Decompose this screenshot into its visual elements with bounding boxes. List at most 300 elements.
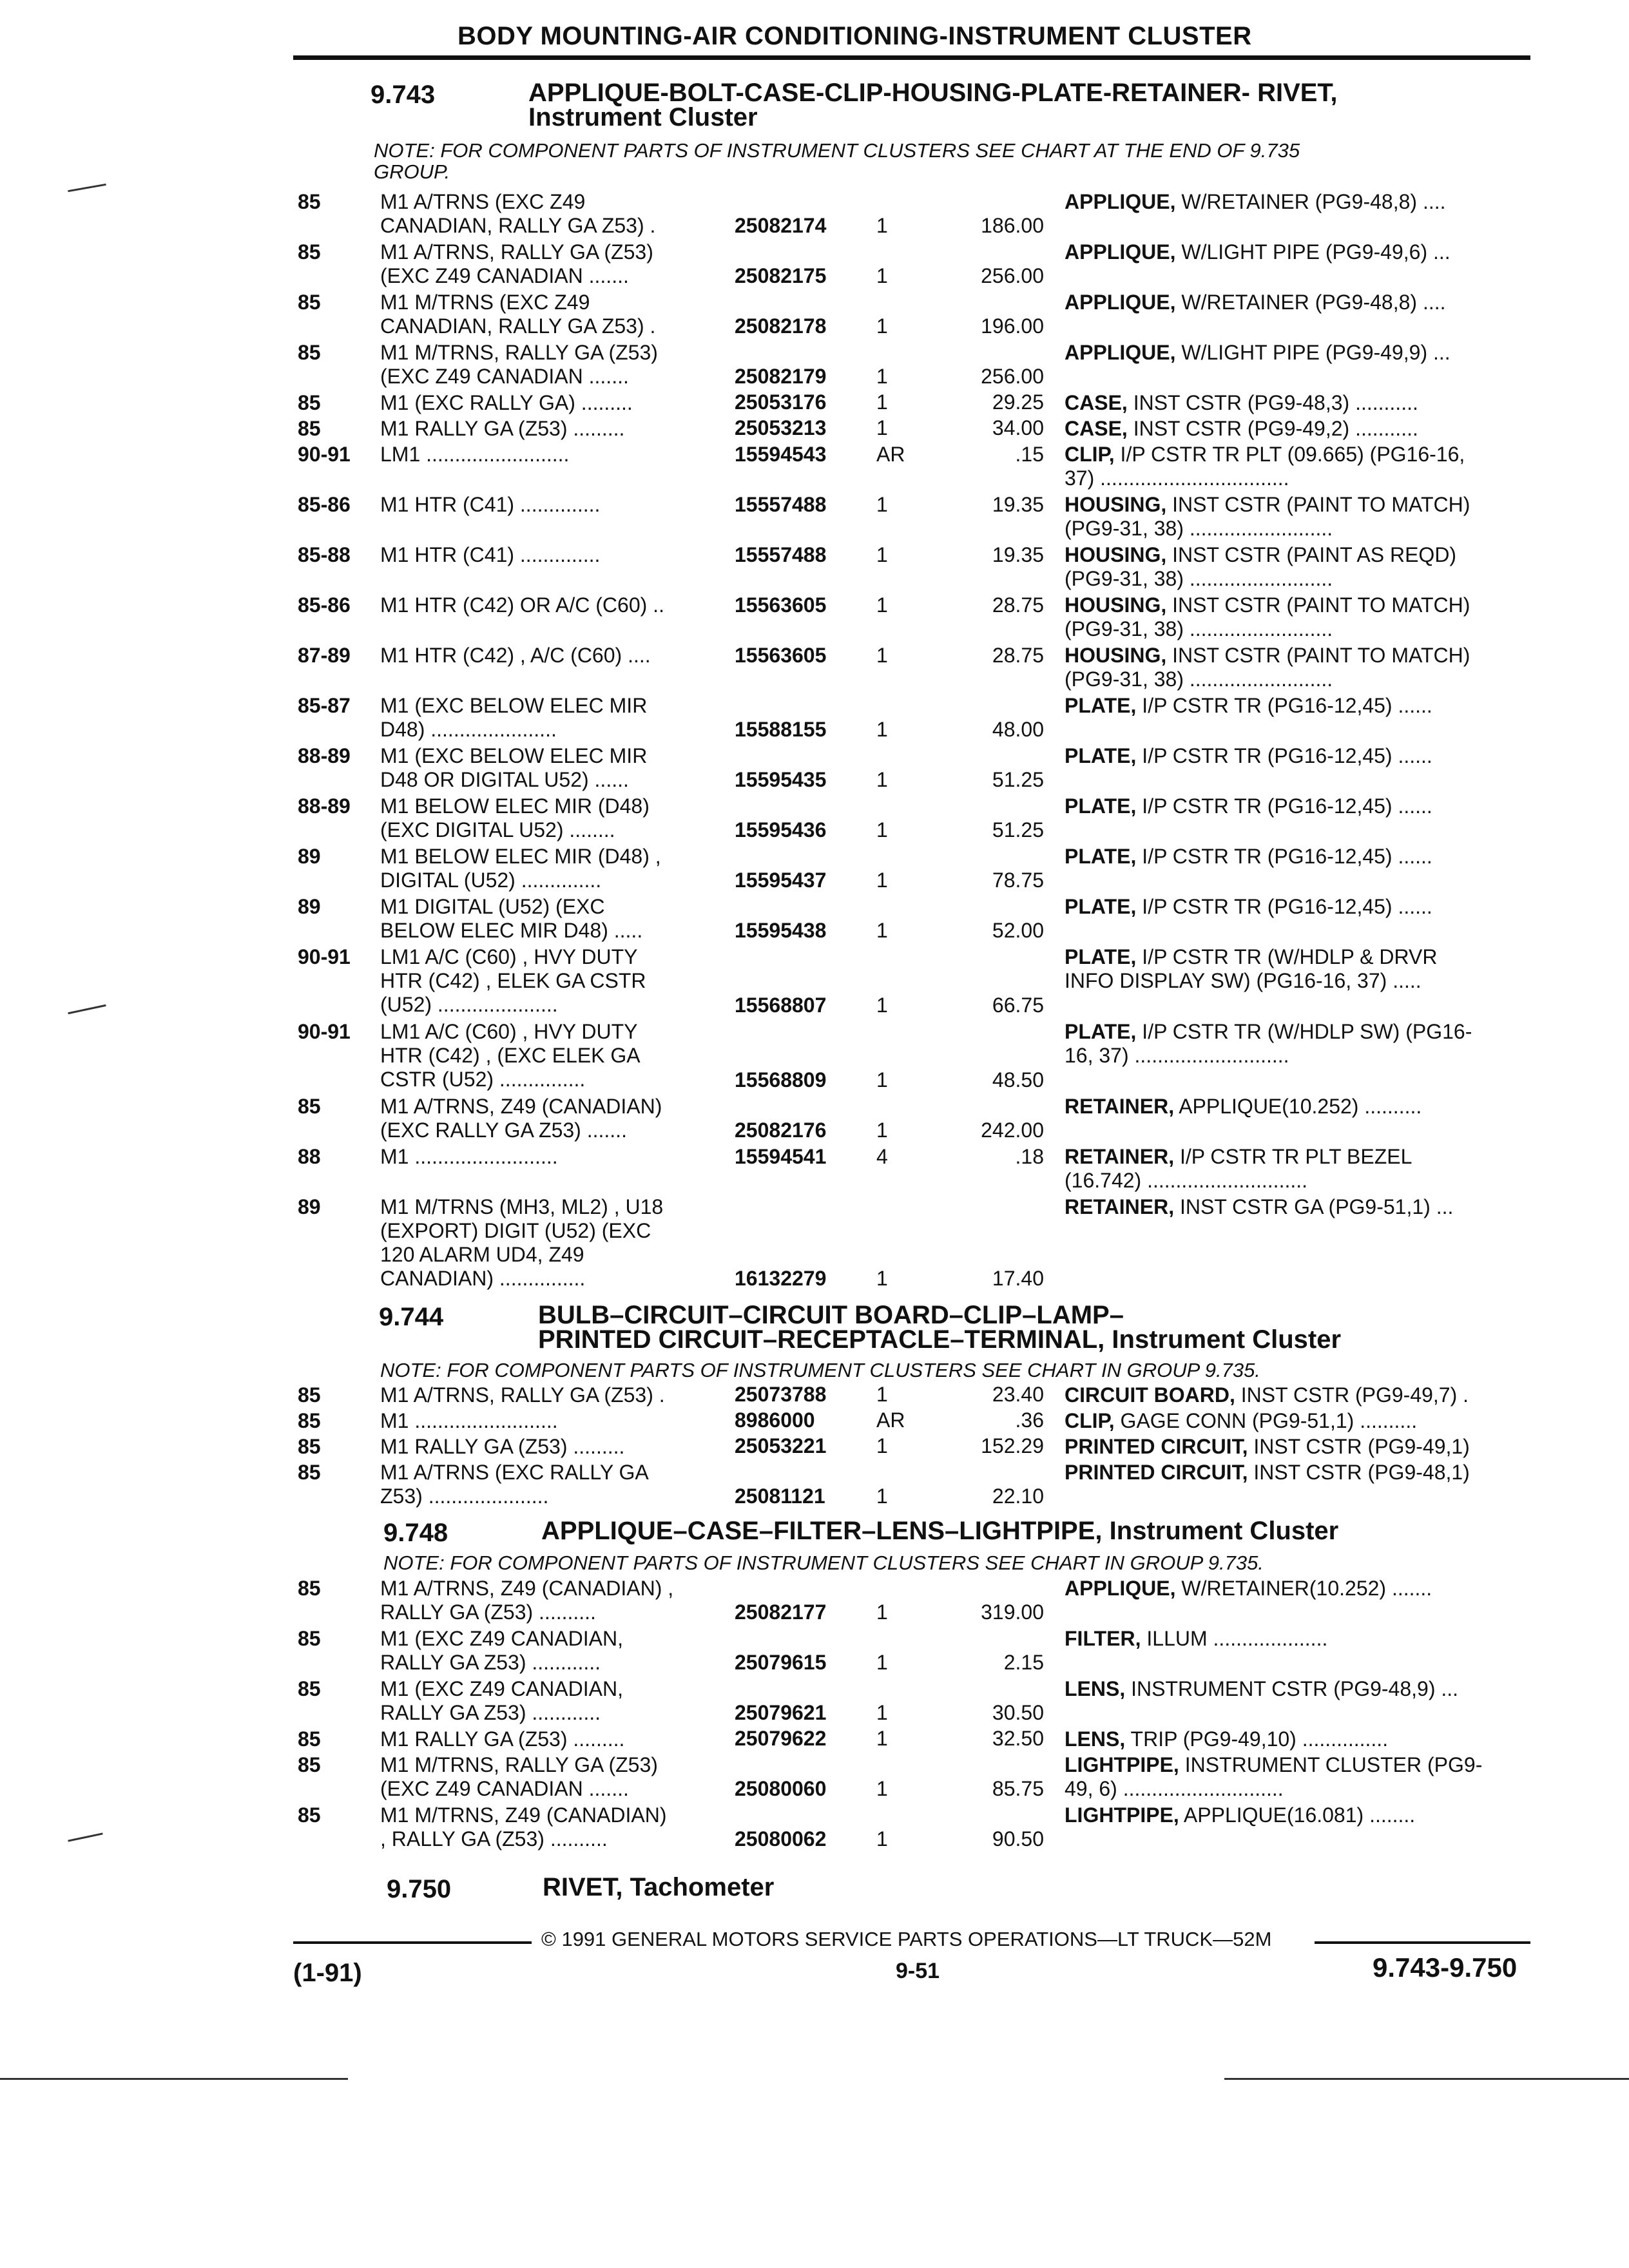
part-name-cell xyxy=(1065,1753,1528,1803)
part-detail: INST CSTR (PG9-49,2) ........... xyxy=(1127,417,1418,440)
footer-rule-left xyxy=(293,1941,532,1944)
part-number: 25082177 xyxy=(735,1600,827,1624)
usage-description: M1 RALLY GA (Z53) ......... xyxy=(380,1727,625,1751)
price: 34.00 xyxy=(992,416,1044,439)
quantity: 1 xyxy=(876,644,888,667)
price: 78.75 xyxy=(992,869,1044,892)
price: 32.50 xyxy=(992,1727,1044,1750)
part-name-cell xyxy=(1065,794,1528,845)
table-row xyxy=(0,1803,1629,1854)
table-row xyxy=(0,543,1629,593)
section-title: BULB–CIRCUIT–CIRCUIT BOARD–CLIP–LAMP– PRINTED CIRCUIT–RECEPTACLE–TERMINAL, Instrument Cluster xyxy=(538,1301,1342,1354)
model-year: 85 xyxy=(298,291,321,314)
table-row xyxy=(0,845,1629,895)
usage-description: M1 A/TRNS, RALLY GA (Z53) (EXC Z49 CANADIAN ....... xyxy=(380,240,653,287)
part-name: RETAINER, xyxy=(1065,1095,1175,1118)
part-name-cell xyxy=(1065,493,1528,543)
part-detail: I/P CSTR TR PLT (09.665) (PG16-16, 37) ................................. xyxy=(1065,443,1465,490)
part-name-cell xyxy=(1065,1677,1528,1727)
price: 2.15 xyxy=(1003,1651,1044,1674)
part-name-cell xyxy=(1065,443,1528,493)
part-number: 25053213 xyxy=(735,416,827,439)
usage-description: M1 (EXC Z49 CANADIAN, RALLY GA Z53) ............ xyxy=(380,1677,623,1724)
usage-description: M1 (EXC BELOW ELEC MIR D48) ...................... xyxy=(380,694,648,741)
part-name-cell xyxy=(1065,1145,1528,1195)
usage-description: M1 A/TRNS, Z49 (CANADIAN) , RALLY GA (Z53) .......... xyxy=(380,1577,674,1624)
table-row xyxy=(0,1461,1629,1511)
table-row xyxy=(0,1195,1629,1293)
usage-description: M1 HTR (C42) , A/C (C60) .... xyxy=(380,644,651,667)
quantity: 1 xyxy=(876,1701,888,1724)
price: 242.00 xyxy=(981,1119,1044,1142)
quantity: AR xyxy=(876,1408,905,1432)
model-year: 85-86 xyxy=(298,593,351,617)
section-number: 9.750 xyxy=(387,1875,452,1903)
usage-description: M1 A/TRNS (EXC Z49 CANADIAN, RALLY GA Z53) . xyxy=(380,190,656,237)
model-year: 85 xyxy=(298,1753,321,1776)
price: 28.75 xyxy=(992,593,1044,617)
usage-description: M1 M/TRNS (EXC Z49 CANADIAN, RALLY GA Z53) . xyxy=(380,291,656,338)
table-row xyxy=(0,945,1629,1020)
footer-date-code: (1-91) xyxy=(293,1959,362,1987)
model-year: 89 xyxy=(298,895,321,918)
part-number: 15563605 xyxy=(735,593,827,617)
section-number: 9.743 xyxy=(371,81,436,109)
price: 85.75 xyxy=(992,1777,1044,1800)
part-name-cell xyxy=(1065,543,1528,593)
usage-description: M1 HTR (C41) .............. xyxy=(380,493,601,516)
part-name-cell xyxy=(1065,1383,1528,1409)
part-number: 15557488 xyxy=(735,543,827,566)
part-name-cell xyxy=(1065,1577,1528,1627)
title-rule xyxy=(293,55,1530,60)
usage-description: M1 M/TRNS, RALLY GA (Z53) (EXC Z49 CANADIAN ....... xyxy=(380,1753,658,1800)
quantity: 1 xyxy=(876,1383,888,1406)
part-detail: INSTRUMENT CLUSTER (PG9- 49, 6) ............................ xyxy=(1065,1753,1483,1800)
part-name: LIGHTPIPE, xyxy=(1065,1803,1179,1827)
quantity: 1 xyxy=(876,1827,888,1850)
usage-description: M1 A/TRNS, Z49 (CANADIAN) (EXC RALLY GA Z53) ....... xyxy=(380,1095,662,1142)
usage-description: M1 (EXC RALLY GA) ......... xyxy=(380,391,633,414)
price: 90.50 xyxy=(992,1827,1044,1850)
price: 256.00 xyxy=(981,365,1044,388)
usage-description: M1 M/TRNS, Z49 (CANADIAN) , RALLY GA (Z53) .......... xyxy=(380,1803,667,1850)
model-year: 85-88 xyxy=(298,543,351,566)
part-number: 15595437 xyxy=(735,869,827,892)
section-title: APPLIQUE-BOLT-CASE-CLIP-HOUSING-PLATE-RETAINER- RIVET, Instrument Cluster xyxy=(528,79,1338,131)
table-row xyxy=(0,1145,1629,1195)
quantity: 1 xyxy=(876,1267,888,1290)
part-detail: W/RETAINER(10.252) ....... xyxy=(1175,1577,1432,1600)
part-number: 25082178 xyxy=(735,314,827,338)
part-name-cell xyxy=(1065,240,1528,291)
part-detail: I/P CSTR TR (PG16-12,45) ...... xyxy=(1136,744,1432,767)
section-title: APPLIQUE–CASE–FILTER–LENS–LIGHTPIPE, Instrument Cluster xyxy=(541,1517,1339,1545)
usage-description: M1 HTR (C42) OR A/C (C60) .. xyxy=(380,593,664,617)
price: 319.00 xyxy=(981,1600,1044,1624)
part-name: PRINTED CIRCUIT, xyxy=(1065,1461,1248,1484)
part-detail: W/RETAINER (PG9-48,8) .... xyxy=(1175,190,1446,213)
part-detail: INST CSTR (PAINT AS REQD) (PG9-31, 38) ......................... xyxy=(1065,543,1457,590)
table-row xyxy=(0,794,1629,845)
part-number: 25053176 xyxy=(735,390,827,414)
model-year: 85-87 xyxy=(298,694,351,717)
model-year: 85 xyxy=(298,1435,321,1458)
quantity: 1 xyxy=(876,493,888,516)
section-note: NOTE: FOR COMPONENT PARTS OF INSTRUMENT CLUSTERS SEE CHART AT THE END OF 9.735 GROUP. xyxy=(374,139,1300,183)
part-number: 15594543 xyxy=(735,443,827,466)
price: 51.25 xyxy=(992,768,1044,791)
quantity: 1 xyxy=(876,718,888,741)
part-detail: APPLIQUE(10.252) .......... xyxy=(1174,1095,1422,1118)
part-number: 15563605 xyxy=(735,644,827,667)
table-row xyxy=(0,744,1629,794)
table-row xyxy=(0,341,1629,391)
table-row xyxy=(0,493,1629,543)
quantity: 1 xyxy=(876,264,888,287)
model-year: 89 xyxy=(298,845,321,868)
quantity: 1 xyxy=(876,994,888,1017)
quantity: AR xyxy=(876,443,905,466)
usage-description: M1 RALLY GA (Z53) ......... xyxy=(380,1435,625,1458)
part-name-cell xyxy=(1065,1020,1528,1095)
part-number: 15588155 xyxy=(735,718,827,741)
part-number: 8986000 xyxy=(735,1408,815,1432)
part-name: LIGHTPIPE, xyxy=(1065,1753,1179,1776)
quantity: 1 xyxy=(876,1600,888,1624)
part-name-cell xyxy=(1065,1461,1528,1511)
section-number: 9.744 xyxy=(379,1303,444,1331)
part-name: CASE, xyxy=(1065,391,1128,414)
usage-description: LM1 A/C (C60) , HVY DUTY HTR (C42) , (EXC ELEK GA CSTR (U52) ............... xyxy=(380,1020,641,1091)
part-detail: I/P CSTR TR (PG16-12,45) ...... xyxy=(1136,845,1432,868)
part-detail: I/P CSTR TR (PG16-12,45) ...... xyxy=(1136,895,1432,918)
part-name: RETAINER, xyxy=(1065,1145,1175,1168)
part-number: 25053221 xyxy=(735,1434,827,1457)
part-number: 15595435 xyxy=(735,768,827,791)
part-name: PLATE, xyxy=(1065,744,1137,767)
model-year: 85 xyxy=(298,1677,321,1700)
part-name-cell xyxy=(1065,1195,1528,1293)
part-name: CLIP, xyxy=(1065,1409,1115,1432)
price: 30.50 xyxy=(992,1701,1044,1724)
part-name: PRINTED CIRCUIT, xyxy=(1065,1435,1248,1458)
usage-description: M1 M/TRNS (MH3, ML2) , U18 (EXPORT) DIGIT (U52) (EXC 120 ALARM UD4, Z49 CANADIAN) ............... xyxy=(380,1195,664,1290)
price: .18 xyxy=(1015,1145,1044,1168)
usage-description: LM1 ......................... xyxy=(380,443,570,466)
usage-description: M1 ......................... xyxy=(380,1145,558,1168)
quantity: 1 xyxy=(876,1485,888,1508)
part-name: PLATE, xyxy=(1065,694,1137,717)
part-name: APPLIQUE, xyxy=(1065,190,1176,213)
part-name-cell xyxy=(1065,694,1528,744)
table-row xyxy=(0,240,1629,291)
part-number: 15595438 xyxy=(735,919,827,942)
part-name: LENS, xyxy=(1065,1727,1126,1751)
quantity: 1 xyxy=(876,1068,888,1091)
parts-table xyxy=(0,1577,1629,1854)
quantity: 1 xyxy=(876,543,888,566)
part-name: HOUSING, xyxy=(1065,543,1167,566)
part-number: 15557488 xyxy=(735,493,827,516)
part-detail: INST CSTR (PAINT TO MATCH) (PG9-31, 38) ......................... xyxy=(1065,644,1470,691)
part-detail: INSTRUMENT CSTR (PG9-48,9) ... xyxy=(1125,1677,1459,1700)
part-name: APPLIQUE, xyxy=(1065,291,1176,314)
price: .15 xyxy=(1015,443,1044,466)
part-number: 25079622 xyxy=(735,1727,827,1750)
quantity: 1 xyxy=(876,768,888,791)
price: 48.50 xyxy=(992,1068,1044,1091)
usage-description: M1 RALLY GA (Z53) ......... xyxy=(380,417,625,440)
part-name-cell xyxy=(1065,190,1528,240)
model-year: 89 xyxy=(298,1195,321,1218)
usage-description: M1 BELOW ELEC MIR (D48) (EXC DIGITAL U52) ........ xyxy=(380,794,650,841)
model-year: 85 xyxy=(298,240,321,264)
part-detail: W/LIGHT PIPE (PG9-49,9) ... xyxy=(1175,341,1451,364)
part-name-cell xyxy=(1065,593,1528,644)
part-number: 15568807 xyxy=(735,994,827,1017)
part-detail: INST CSTR (PG9-48,1) xyxy=(1248,1461,1470,1484)
quantity: 1 xyxy=(876,365,888,388)
quantity: 1 xyxy=(876,314,888,338)
part-detail: I/P CSTR TR PLT BEZEL (16.742) ............................ xyxy=(1065,1145,1412,1192)
parts-table xyxy=(0,190,1629,1293)
usage-description: M1 (EXC Z49 CANADIAN, RALLY GA Z53) ............ xyxy=(380,1627,623,1674)
price: 256.00 xyxy=(981,264,1044,287)
model-year: 88-89 xyxy=(298,744,351,767)
quantity: 1 xyxy=(876,1119,888,1142)
model-year: 90-91 xyxy=(298,945,351,968)
part-name-cell xyxy=(1065,1803,1528,1854)
part-detail: INST CSTR (PAINT TO MATCH) (PG9-31, 38) ......................... xyxy=(1065,593,1470,640)
part-number: 25082179 xyxy=(735,365,827,388)
part-name: PLATE, xyxy=(1065,1020,1137,1043)
price: 17.40 xyxy=(992,1267,1044,1290)
model-year: 88-89 xyxy=(298,794,351,818)
model-year: 85 xyxy=(298,417,321,440)
part-name: LENS, xyxy=(1065,1677,1126,1700)
model-year: 85 xyxy=(298,1577,321,1600)
part-number: 25081121 xyxy=(735,1485,825,1508)
quantity: 1 xyxy=(876,1651,888,1674)
quantity: 1 xyxy=(876,869,888,892)
table-row xyxy=(0,694,1629,744)
part-number: 25082175 xyxy=(735,264,827,287)
quantity: 1 xyxy=(876,1727,888,1750)
model-year: 85 xyxy=(298,1461,321,1484)
price: 48.00 xyxy=(992,718,1044,741)
part-name: PLATE, xyxy=(1065,945,1137,968)
part-detail: I/P CSTR TR (W/HDLP SW) (PG16- 16, 37) ........................... xyxy=(1065,1020,1472,1067)
table-row xyxy=(0,1627,1629,1677)
section-note: NOTE: FOR COMPONENT PARTS OF INSTRUMENT CLUSTERS SEE CHART IN GROUP 9.735. xyxy=(380,1359,1260,1381)
price: 196.00 xyxy=(981,314,1044,338)
table-row xyxy=(0,1020,1629,1095)
part-name: RETAINER, xyxy=(1065,1195,1175,1218)
usage-description: M1 ......................... xyxy=(380,1409,558,1432)
model-year: 85-86 xyxy=(298,493,351,516)
part-name-cell xyxy=(1065,417,1528,443)
price: 19.35 xyxy=(992,493,1044,516)
part-name-cell xyxy=(1065,1627,1528,1677)
part-detail: TRIP (PG9-49,10) ............... xyxy=(1125,1727,1389,1751)
table-row xyxy=(0,1095,1629,1145)
table-row xyxy=(0,417,1629,443)
footer-rule-right xyxy=(1315,1941,1530,1944)
model-year: 85 xyxy=(298,341,321,364)
usage-description: M1 A/TRNS (EXC RALLY GA Z53) ..................... xyxy=(380,1461,649,1508)
usage-description: M1 (EXC BELOW ELEC MIR D48 OR DIGITAL U52) ...... xyxy=(380,744,648,791)
part-number: 25079615 xyxy=(735,1651,827,1674)
part-name-cell xyxy=(1065,644,1528,694)
table-row xyxy=(0,1753,1629,1803)
part-name-cell xyxy=(1065,391,1528,417)
part-detail: W/LIGHT PIPE (PG9-49,6) ... xyxy=(1175,240,1451,264)
table-row xyxy=(0,593,1629,644)
part-detail: INST CSTR (PG9-48,3) ........... xyxy=(1127,391,1418,414)
part-number: 25082174 xyxy=(735,214,827,237)
quantity: 1 xyxy=(876,416,888,439)
table-row xyxy=(0,190,1629,240)
part-name-cell xyxy=(1065,845,1528,895)
quantity: 1 xyxy=(876,1777,888,1800)
part-name-cell xyxy=(1065,1435,1528,1461)
part-name-cell xyxy=(1065,744,1528,794)
quantity: 1 xyxy=(876,919,888,942)
price: 186.00 xyxy=(981,214,1044,237)
part-name-cell xyxy=(1065,1095,1528,1145)
part-name-cell xyxy=(1065,895,1528,945)
part-detail: INST CSTR GA (PG9-51,1) ... xyxy=(1174,1195,1454,1218)
part-name: APPLIQUE, xyxy=(1065,240,1176,264)
price: 29.25 xyxy=(992,390,1044,414)
price: 23.40 xyxy=(992,1383,1044,1406)
table-row xyxy=(0,1577,1629,1627)
part-name: CASE, xyxy=(1065,417,1128,440)
usage-description: M1 BELOW ELEC MIR (D48) , DIGITAL (U52) .............. xyxy=(380,845,661,892)
part-detail: ILLUM .................... xyxy=(1141,1627,1328,1650)
model-year: 85 xyxy=(298,1095,321,1118)
table-row xyxy=(0,1409,1629,1435)
part-name: HOUSING, xyxy=(1065,644,1167,667)
section-number: 9.748 xyxy=(383,1519,448,1547)
table-row xyxy=(0,895,1629,945)
part-detail: INST CSTR (PG9-49,1) xyxy=(1248,1435,1470,1458)
table-row xyxy=(0,291,1629,341)
part-name-cell xyxy=(1065,1727,1528,1753)
model-year: 90-91 xyxy=(298,443,351,466)
model-year: 85 xyxy=(298,1383,321,1407)
model-year: 85 xyxy=(298,1727,321,1751)
footer-page-number: 9-51 xyxy=(896,1959,940,1983)
usage-description: M1 A/TRNS, RALLY GA (Z53) . xyxy=(380,1383,665,1407)
model-year: 85 xyxy=(298,1627,321,1650)
model-year: 85 xyxy=(298,1803,321,1827)
quantity: 1 xyxy=(876,593,888,617)
price: 51.25 xyxy=(992,818,1044,841)
footer-section-range: 9.743-9.750 xyxy=(1373,1952,1518,1983)
part-name: APPLIQUE, xyxy=(1065,1577,1176,1600)
part-name: APPLIQUE, xyxy=(1065,341,1176,364)
usage-description: LM1 A/C (C60) , HVY DUTY HTR (C42) , ELEK GA CSTR (U52) ..................... xyxy=(380,945,646,1016)
table-row xyxy=(0,391,1629,417)
part-number: 25073788 xyxy=(735,1383,827,1406)
section-title: RIVET, Tachometer xyxy=(543,1873,775,1901)
part-name-cell xyxy=(1065,1409,1528,1435)
table-row xyxy=(0,443,1629,493)
part-name: CLIP, xyxy=(1065,443,1115,466)
table-row xyxy=(0,1677,1629,1727)
model-year: 85 xyxy=(298,190,321,213)
part-detail: I/P CSTR TR (W/HDLP & DRVR INFO DISPLAY SW) (PG16-16, 37) ..... xyxy=(1065,945,1438,992)
price: 52.00 xyxy=(992,919,1044,942)
part-number: 16132279 xyxy=(735,1267,827,1290)
part-name: HOUSING, xyxy=(1065,493,1167,516)
price: 19.35 xyxy=(992,543,1044,566)
part-number: 15568809 xyxy=(735,1068,827,1091)
usage-description: M1 HTR (C41) .............. xyxy=(380,543,601,566)
quantity: 1 xyxy=(876,214,888,237)
part-detail: W/RETAINER (PG9-48,8) .... xyxy=(1175,291,1446,314)
part-detail: APPLIQUE(16.081) ........ xyxy=(1179,1803,1416,1827)
part-number: 25080062 xyxy=(735,1827,827,1850)
model-year: 85 xyxy=(298,391,321,414)
table-row xyxy=(0,1435,1629,1461)
model-year: 87-89 xyxy=(298,644,351,667)
model-year: 85 xyxy=(298,1409,321,1432)
section-note: NOTE: FOR COMPONENT PARTS OF INSTRUMENT CLUSTERS SEE CHART IN GROUP 9.735. xyxy=(383,1552,1264,1574)
scan-mark xyxy=(1224,2078,1629,2080)
part-number: 15594541 xyxy=(735,1145,827,1168)
part-name: PLATE, xyxy=(1065,794,1137,818)
part-number: 25079621 xyxy=(735,1701,827,1724)
quantity: 1 xyxy=(876,818,888,841)
part-detail: I/P CSTR TR (PG16-12,45) ...... xyxy=(1136,794,1432,818)
model-year: 88 xyxy=(298,1145,321,1168)
part-detail: I/P CSTR TR (PG16-12,45) ...... xyxy=(1136,694,1432,717)
table-row xyxy=(0,1383,1629,1409)
part-name: FILTER, xyxy=(1065,1627,1141,1650)
price: 22.10 xyxy=(992,1485,1044,1508)
price: .36 xyxy=(1015,1408,1044,1432)
part-name-cell xyxy=(1065,341,1528,391)
price: 66.75 xyxy=(992,994,1044,1017)
page-title: BODY MOUNTING-AIR CONDITIONING-INSTRUMENT CLUSTER xyxy=(458,22,1252,50)
price: 152.29 xyxy=(981,1434,1044,1457)
part-detail: GAGE CONN (PG9-51,1) .......... xyxy=(1114,1409,1418,1432)
part-name: PLATE, xyxy=(1065,895,1137,918)
part-name: PLATE, xyxy=(1065,845,1137,868)
part-name: HOUSING, xyxy=(1065,593,1167,617)
part-name-cell xyxy=(1065,291,1528,341)
quantity: 1 xyxy=(876,390,888,414)
scan-mark xyxy=(0,2078,348,2080)
part-number: 15595436 xyxy=(735,818,827,841)
part-name-cell xyxy=(1065,945,1528,1020)
quantity: 4 xyxy=(876,1145,888,1168)
quantity: 1 xyxy=(876,1434,888,1457)
usage-description: M1 DIGITAL (U52) (EXC BELOW ELEC MIR D48) ..... xyxy=(380,895,643,942)
part-number: 25082176 xyxy=(735,1119,827,1142)
price: 28.75 xyxy=(992,644,1044,667)
part-detail: INST CSTR (PG9-49,7) . xyxy=(1235,1383,1469,1407)
model-year: 90-91 xyxy=(298,1020,351,1043)
table-row xyxy=(0,644,1629,694)
parts-table xyxy=(0,1383,1629,1511)
part-detail: INST CSTR (PAINT TO MATCH) (PG9-31, 38) ......................... xyxy=(1065,493,1470,540)
footer-copyright: © 1991 GENERAL MOTORS SERVICE PARTS OPERATIONS—LT TRUCK—52M xyxy=(541,1928,1272,1950)
part-name: CIRCUIT BOARD, xyxy=(1065,1383,1235,1407)
